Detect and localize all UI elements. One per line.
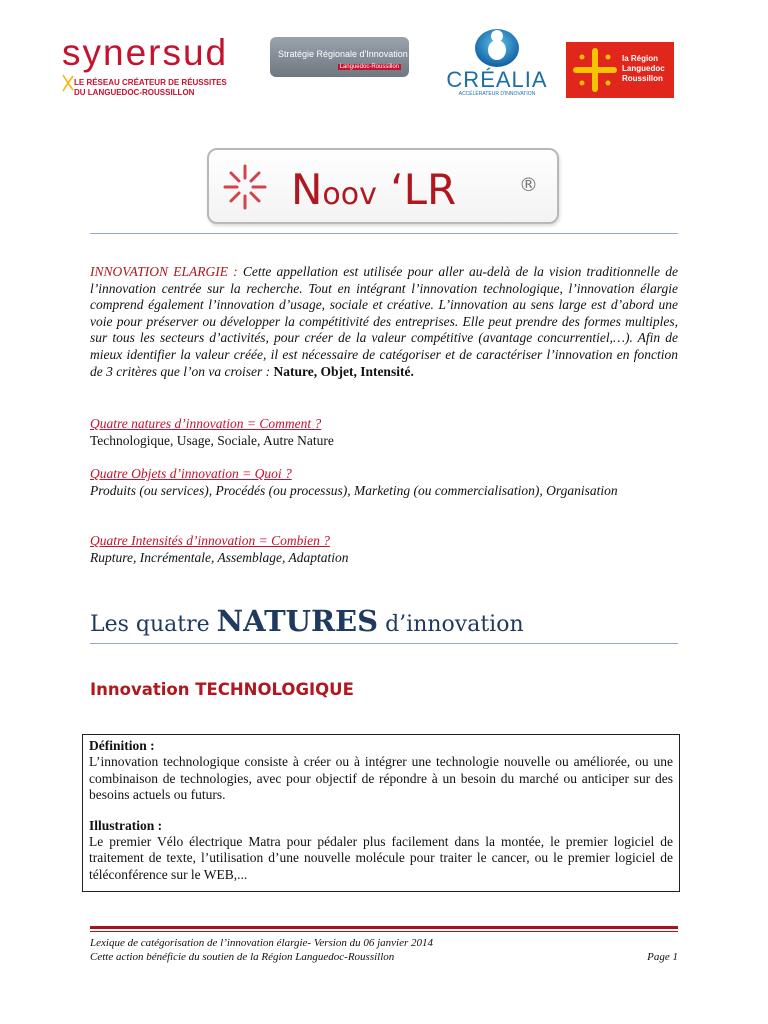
crealia-emblem-icon [444, 26, 550, 68]
region-line-2: Languedoc [622, 64, 665, 73]
page-number: Page 1 [647, 951, 678, 963]
occitan-cross-icon [572, 47, 618, 93]
section-divider [90, 643, 678, 644]
crealia-logo [444, 26, 550, 96]
footer-rule [90, 926, 678, 929]
crealia-wordmark: CRÉALIA [446, 67, 548, 92]
footer-rule-thin [90, 931, 678, 932]
synersud-wordmark: synersud [62, 32, 229, 73]
question-objets-body: Produits (ou services), Procédés (ou processus), Marketing (ou commercialisation), Organisation [90, 483, 618, 498]
noov-lr-title-box [207, 148, 559, 224]
section-title-after: d’innovation [378, 612, 524, 637]
intro-criteria: Nature, Objet, Intensité [273, 363, 411, 379]
intro-text: Cette appellation est utilisée pour aller au-delà de la vision traditionnelle de l’innovation centrée sur la recherche. Tout en intégrant l’innovation technologique, l’innovation élargie comprend également l’innovation d’usage, sociale et créative. L’innovation au sens large est d’abord une voie pour préserver ou développer la compétitivité des entreprises. Elle peut prendre des formes multiples, sur tous les secteurs d’activités, pour créer de la valeur compétitive (avantage concurrentiel,…). Afin de mieux identifier la valeur créée, il est nécessaire de catégoriser et de caractériser l’innovation en fonction de 3 critères que l’on va croiser : [90, 264, 678, 379]
question-intensites-body: Rupture, Incrémentale, Assemblage, Adaptation [90, 550, 349, 565]
synersud-tagline-2: DU LANGUEDOC-ROUSSILLON [74, 88, 195, 97]
section-title [90, 604, 524, 638]
header-divider [90, 233, 678, 234]
question-natures-heading: Quatre natures d’innovation = Comment ? [90, 416, 322, 431]
synersud-tagline-1: LE RÉSEAU CRÉATEUR DE RÉUSSITES [74, 78, 227, 87]
title-lr: LR [403, 165, 457, 214]
illustration-text: Le premier Vélo électrique Matra pour pédaler plus facilement dans la montée, le premier logiciel de traitement de texte, l’utilisation d’une nouvelle molécule pour traiter le cancer, ou le premier logiciel de téléconférence sur le WEB,... [89, 833, 673, 882]
title-oov: oov [322, 177, 377, 212]
strategie-line-1: Stratégie Régionale d'Innovation [278, 49, 408, 59]
illustration-label: Illustration : [89, 817, 163, 833]
intro-lead: INNOVATION ELARGIE : [90, 264, 238, 279]
definition-text: L’innovation technologique consiste à créer ou à intégrer une technologie nouvelle ou améliorée, ou une combinaison de technologies, avec pour objectif de répondre à un besoin du marché ou anticiper sur des besoins actuels ou futurs. [89, 754, 673, 803]
title-text [291, 166, 456, 219]
question-intensites-heading: Quatre Intensités d’innovation = Combien ? [90, 533, 330, 548]
sun-icon [62, 72, 74, 94]
burst-icon [217, 162, 273, 212]
footer-line-1: Lexique de catégorisation de l’innovation élargie- Version du 06 janvier 2014 [90, 937, 433, 949]
region-languedoc-logo [566, 42, 674, 98]
section-title-emphasis: NATURES [216, 604, 379, 638]
subsection-title: Innovation TECHNOLOGIQUE [90, 680, 354, 699]
intro-end: . [410, 363, 414, 379]
region-line-3: Roussillon [622, 74, 663, 83]
question-natures-body: Technologique, Usage, Sociale, Autre Nature [90, 433, 334, 448]
definition-label: Définition : [89, 738, 155, 753]
definition-box [82, 734, 680, 892]
footer-line-2: Cette action bénéficie du soutien de la Région Languedoc-Roussillon [90, 951, 395, 963]
strategie-regionale-logo [270, 37, 409, 77]
title-n: N [291, 165, 323, 214]
synersud-logo [62, 34, 252, 98]
crealia-tagline: ACCÉLÉRATEUR D'INNOVATION [458, 91, 536, 97]
section-title-before: Les quatre [90, 612, 217, 637]
strategie-line-2: Languedoc-Roussillon [339, 64, 399, 70]
title-apostrophe: ‘ [390, 165, 404, 214]
region-line-1: la Région [622, 54, 659, 63]
question-objets-heading: Quatre Objets d’innovation = Quoi ? [90, 466, 292, 481]
registered-mark: ® [519, 174, 538, 196]
region-text [622, 54, 665, 84]
intro-paragraph [90, 264, 678, 380]
